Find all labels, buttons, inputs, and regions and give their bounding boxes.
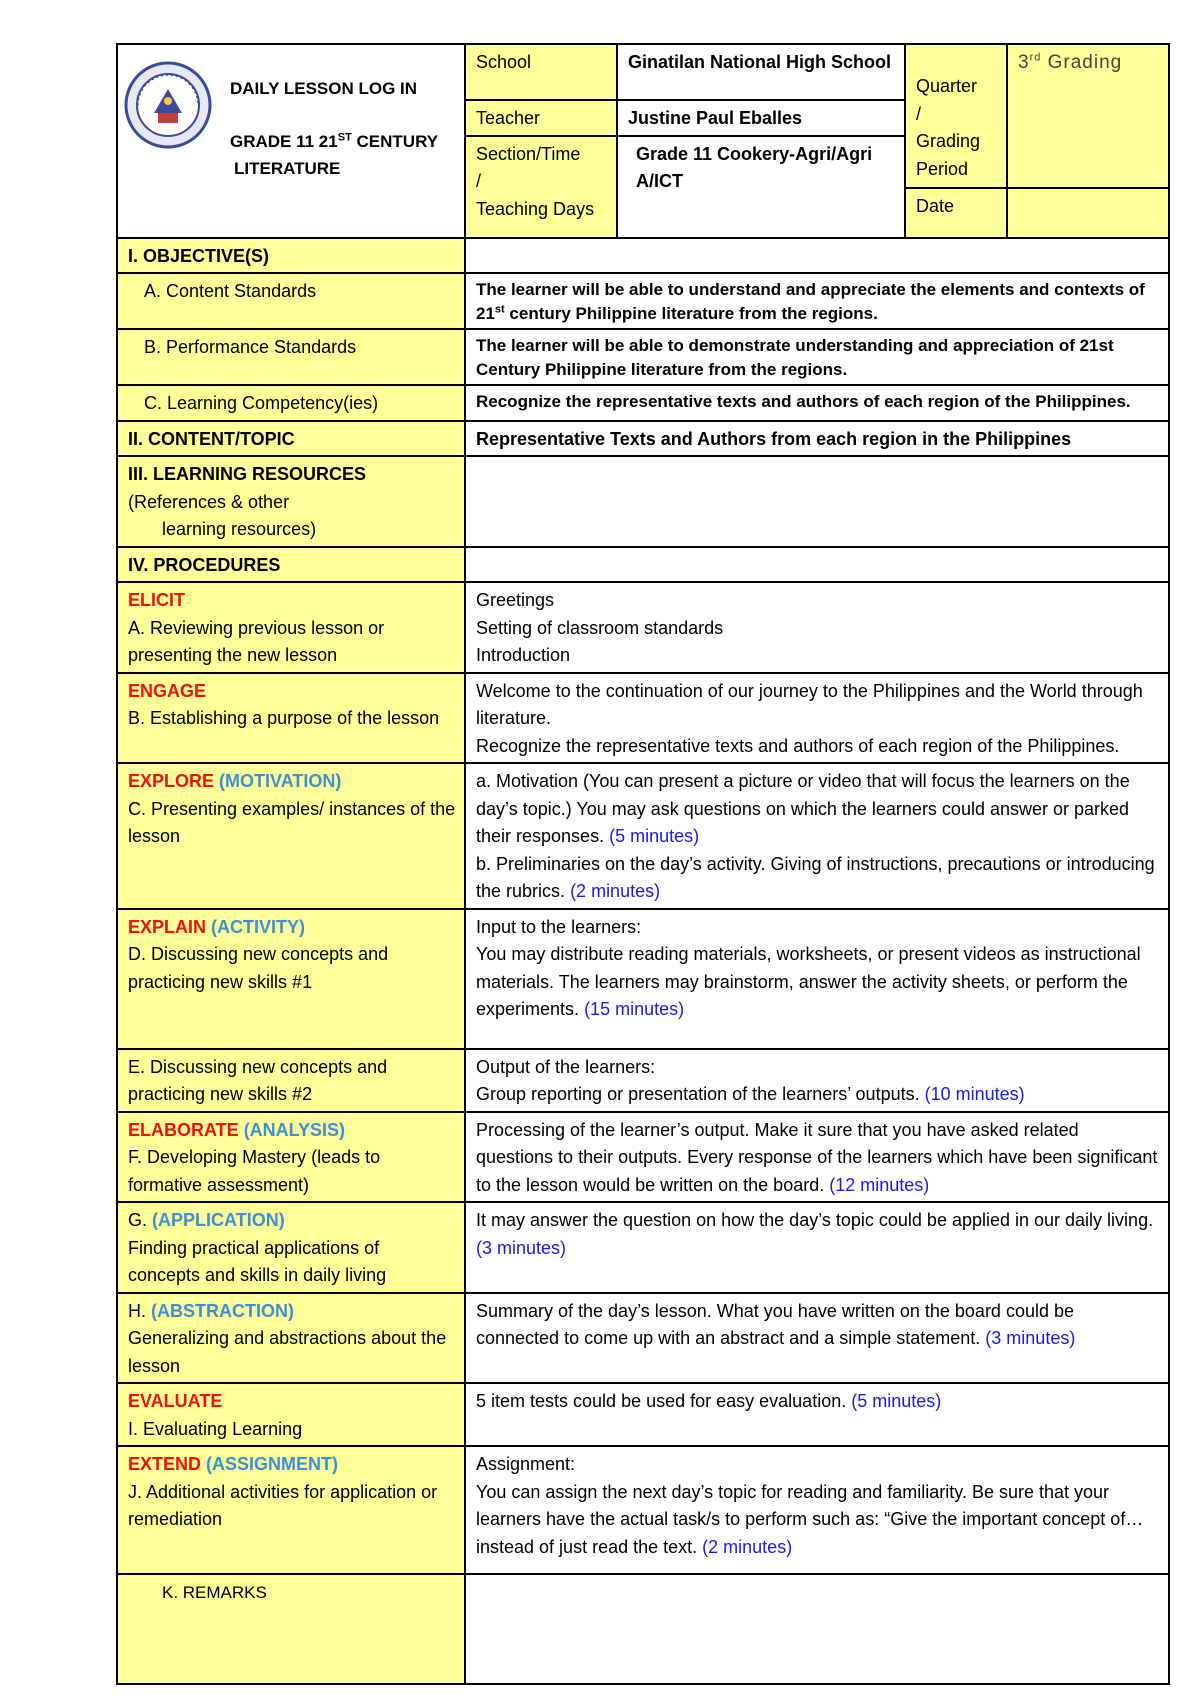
- application-label: G. (APPLICATION) Finding practical applications of concepts and skills in daily living: [117, 1202, 465, 1293]
- explain-value: Input to the learners: You may distribute reading materials, worksheets, or present videos as instructional materials. The learners may brainstorm, answer the activity sheets, or perform the experiments. (15 minutes): [465, 909, 1169, 1049]
- title-line-1: DAILY LESSON LOG IN: [230, 79, 418, 98]
- title-line-2: GRADE 11 21ST CENTURY: [230, 131, 439, 151]
- content-topic-value: Representative Texts and Authors from each region in the Philippines: [465, 421, 1169, 457]
- learning-competency-label: C. Learning Competency(ies): [117, 385, 465, 421]
- title-line-3: LITERATURE: [234, 159, 341, 178]
- remarks-value: [465, 1574, 1169, 1684]
- explore-label: EXPLORE (MOTIVATION) C. Presenting examples/ instances of the lesson: [117, 763, 465, 909]
- content-standards-value: The learner will be able to understand and appreciate the elements and contexts of 21st century Philippine literature from the regions.: [465, 273, 1169, 329]
- elaborate-label: ELABORATE (ANALYSIS) F. Developing Mastery (leads to formative assessment): [117, 1112, 465, 1203]
- application-value: It may answer the question on how the day’s topic could be applied in our daily living. (3 minutes): [465, 1202, 1169, 1293]
- objectives-heading: I. OBJECTIVE(S): [117, 238, 465, 274]
- quarter-label: Quarter / Grading Period: [905, 44, 1007, 188]
- engage-value: Welcome to the continuation of our journey to the Philippines and the World through literature. Recognize the representative texts and authors of each region of the Philippines.: [465, 673, 1169, 764]
- lesson-log-table: [116, 43, 1170, 1685]
- content-topic-heading: II. CONTENT/TOPIC: [117, 421, 465, 457]
- date-value: [1007, 188, 1169, 238]
- elaborate-value: Processing of the learner’s output. Make it sure that you have asked related questions to their outputs. Every response of the learners which have been significant to the lesson would be written on the board. (12 minutes): [465, 1112, 1169, 1203]
- abstraction-label: H. (ABSTRACTION) Generalizing and abstractions about the lesson: [117, 1293, 465, 1384]
- title-block: [117, 44, 465, 238]
- date-label: Date: [905, 188, 1007, 238]
- section-label: Section/Time / Teaching Days: [465, 136, 617, 238]
- teacher-label: Teacher: [465, 100, 617, 136]
- school-value: Ginatilan National High School: [617, 44, 905, 100]
- lesson-log-title: [230, 75, 438, 182]
- procedures-empty: [465, 547, 1169, 583]
- discussing-2-label: E. Discussing new concepts and practicing new skills #2: [117, 1049, 465, 1112]
- remarks-label: K. REMARKS: [117, 1574, 465, 1684]
- elicit-label: ELICIT A. Reviewing previous lesson or presenting the new lesson: [117, 582, 465, 673]
- section-value: Grade 11 Cookery-Agri/Agri A/ICT: [617, 136, 905, 238]
- evaluate-value: 5 item tests could be used for easy evaluation. (5 minutes): [465, 1383, 1169, 1446]
- grading-value: 3rd Grading: [1007, 44, 1169, 188]
- explain-label: EXPLAIN (ACTIVITY) D. Discussing new concepts and practicing new skills #1: [117, 909, 465, 1049]
- discussing-2-value: Output of the learners: Group reporting or presentation of the learners’ outputs. (10 minutes): [465, 1049, 1169, 1112]
- evaluate-label: EVALUATE I. Evaluating Learning: [117, 1383, 465, 1446]
- content-standards-label: A. Content Standards: [117, 273, 465, 329]
- learning-competency-value: Recognize the representative texts and authors of each region of the Philippines.: [465, 385, 1169, 421]
- deped-seal-icon: [124, 61, 212, 149]
- procedures-heading: IV. PROCEDURES: [117, 547, 465, 583]
- objectives-empty: [465, 238, 1169, 274]
- school-label: School: [465, 44, 617, 100]
- lesson-log-page: [116, 43, 1168, 1685]
- extend-label: EXTEND (ASSIGNMENT) J. Additional activities for application or remediation: [117, 1446, 465, 1574]
- performance-standards-value: The learner will be able to demonstrate understanding and appreciation of 21st Century Philippine literature from the regions.: [465, 329, 1169, 385]
- engage-label: ENGAGE B. Establishing a purpose of the lesson: [117, 673, 465, 764]
- learning-resources-label: III. LEARNING RESOURCES (References & other learning resources): [117, 456, 465, 547]
- explore-value: a. Motivation (You can present a picture or video that will focus the learners on the day’s topic.) You may ask questions on which the learners could answer or parked their responses. (5 minutes) b. Preliminaries on the day’s activity. Giving of instructions, precautions or introducing the rubrics. (2 minutes): [465, 763, 1169, 909]
- extend-value: Assignment: You can assign the next day’s topic for reading and familiarity. Be sure that your learners have the actual task/s to perform such as: “Give the important concept of… instead of just read the text. (2 minutes): [465, 1446, 1169, 1574]
- teacher-value: Justine Paul Eballes: [617, 100, 905, 136]
- learning-resources-value: [465, 456, 1169, 547]
- abstraction-value: Summary of the day’s lesson. What you have written on the board could be connected to come up with an abstract and a simple statement. (3 minutes): [465, 1293, 1169, 1384]
- elicit-value: Greetings Setting of classroom standards Introduction: [465, 582, 1169, 673]
- performance-standards-label: B. Performance Standards: [117, 329, 465, 385]
